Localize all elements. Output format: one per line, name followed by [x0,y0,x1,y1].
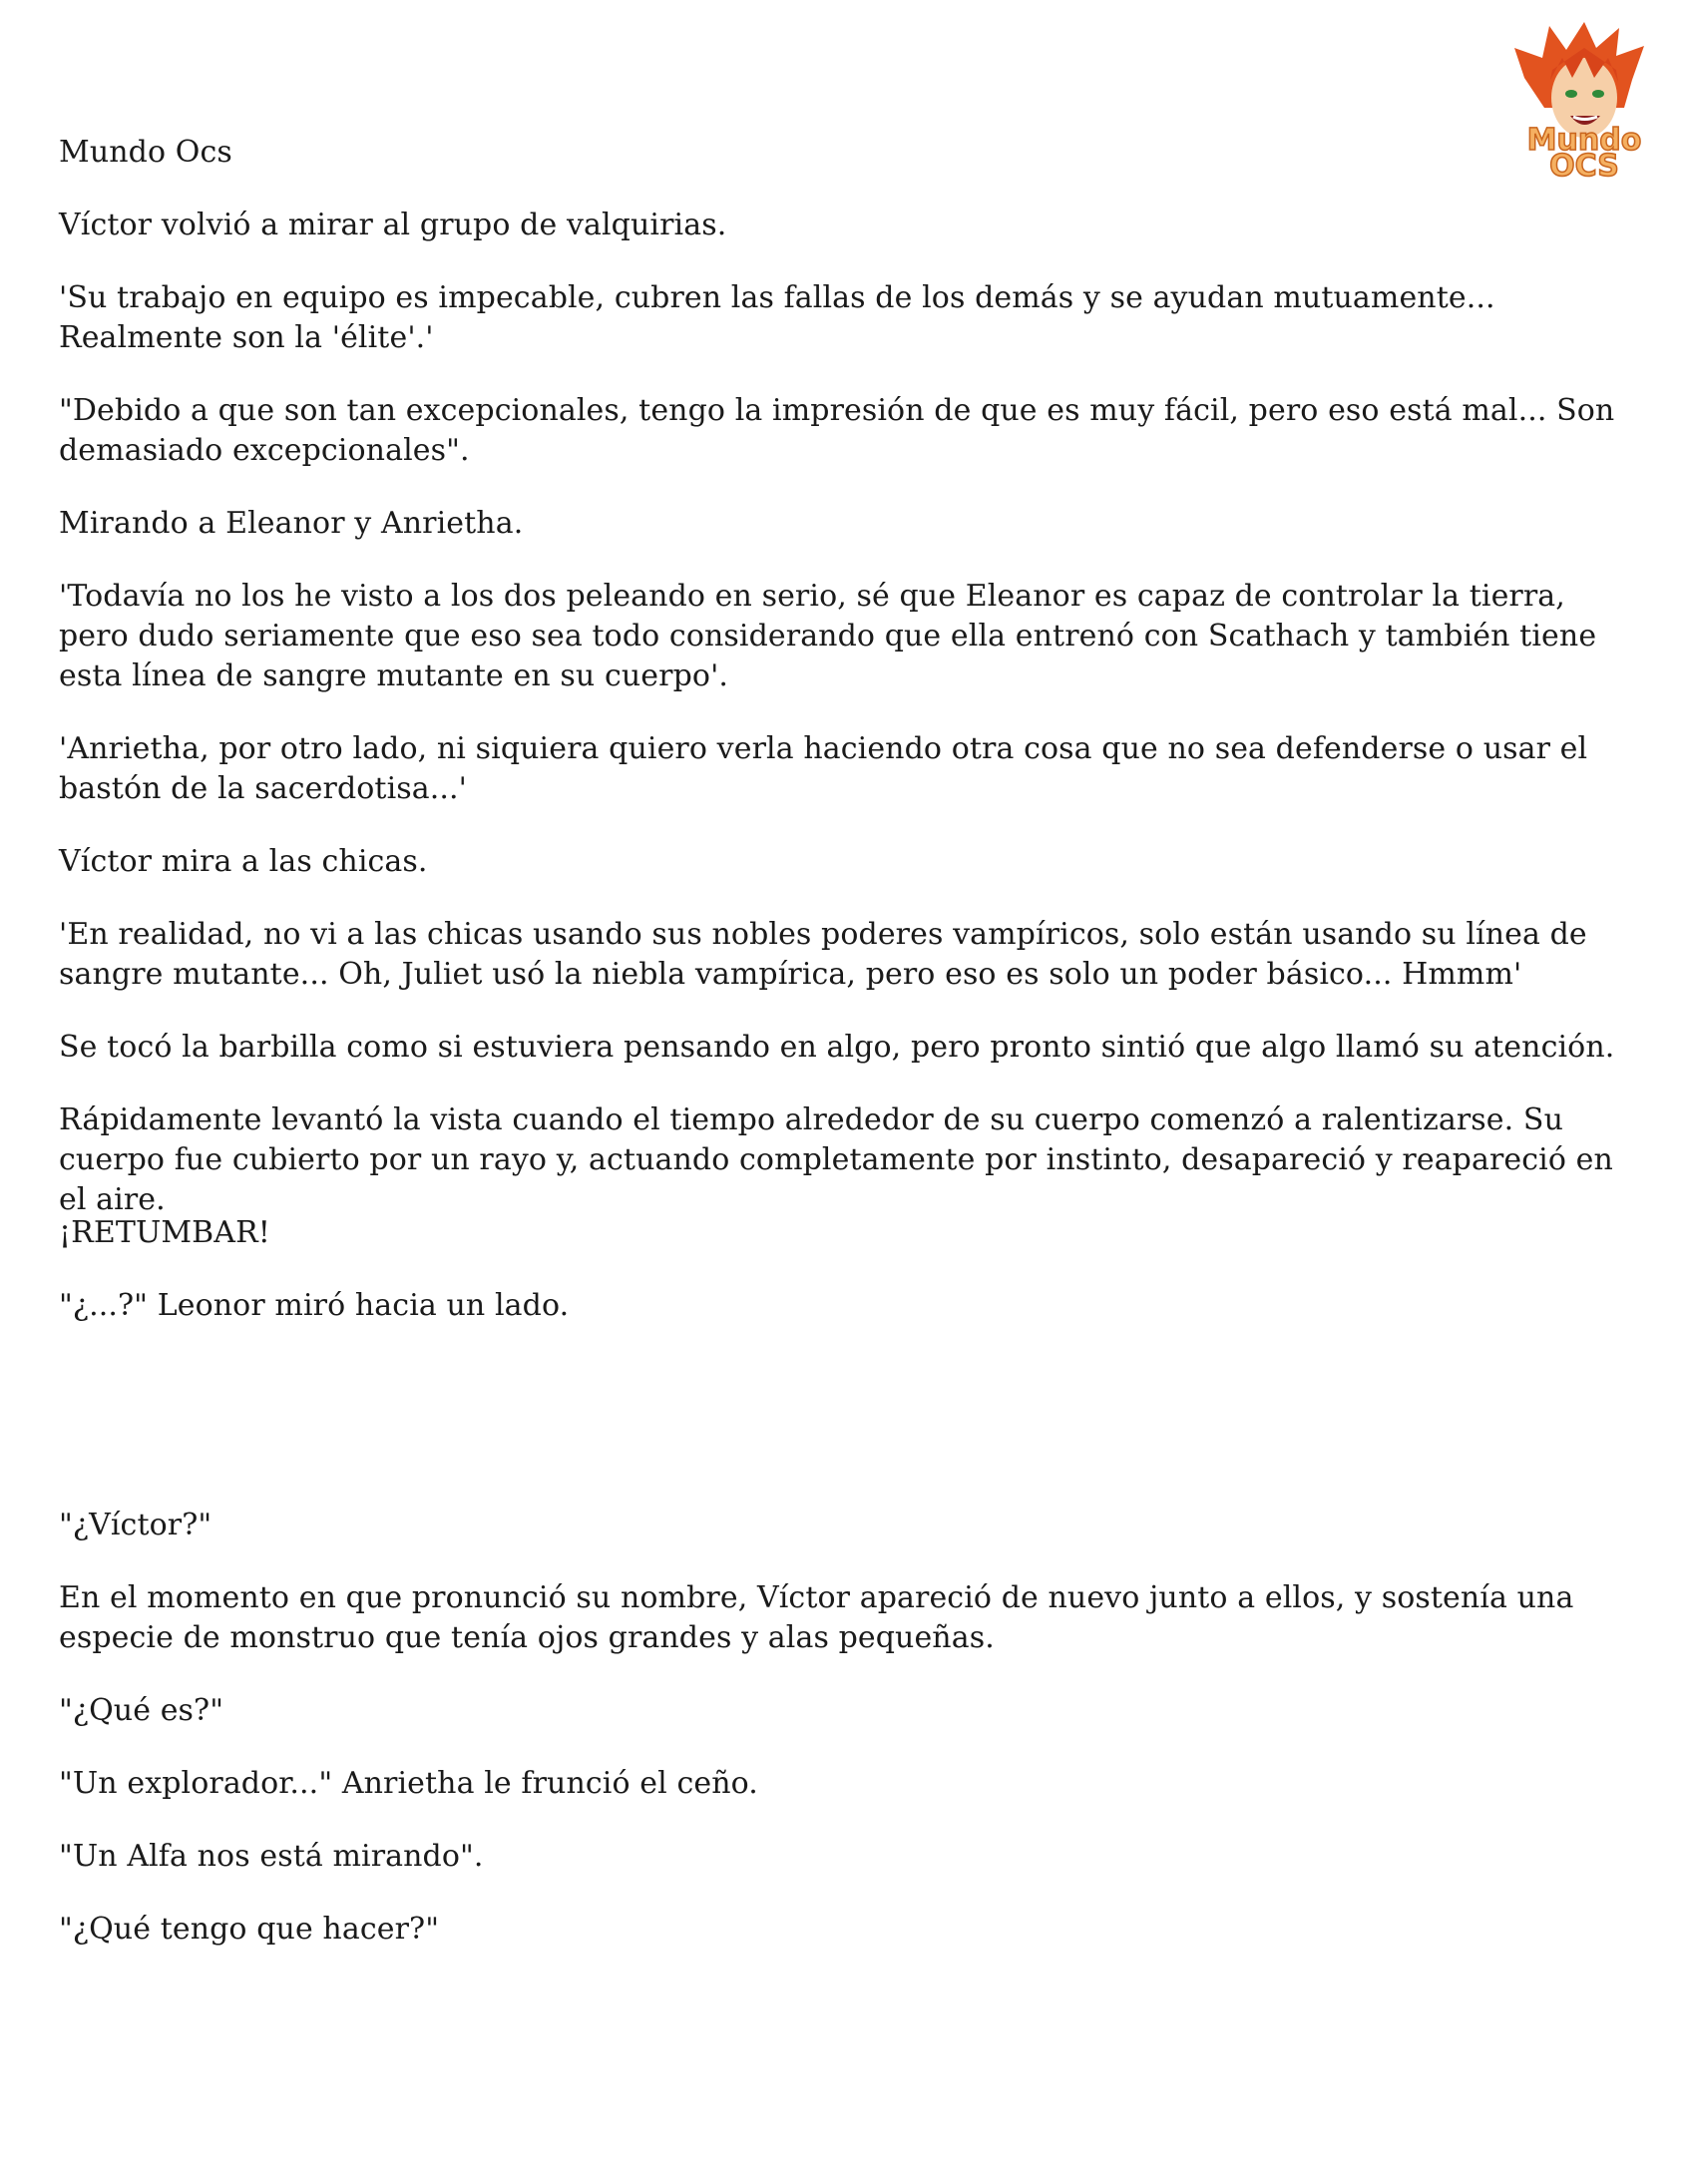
document-header: Mundo Ocs [59,135,232,170]
paragraph: "¿...?" Leonor miró hacia un lado. [59,1288,570,1323]
paragraph: 'En realidad, no vi a las chicas usando sus nobles poderes vampíricos, solo están usando su línea de sangre mutante... Oh, Juliet usó la niebla vampírica, pero eso es solo un poder básico... Hmmm' [59,917,1587,992]
paragraph: Rápidamente levantó la vista cuando el tiempo alrededor de su cuerpo comenzó a ralentizarse. Su cuerpo fue cubierto por un rayo y, actuando completamente por instinto, desapareció y reapareció en el aire. [59,1102,1613,1217]
paragraph: 'Su trabajo en equipo es impecable, cubren las fallas de los demás y se ayudan mutuamente... Realmente son la 'élite'.' [59,280,1495,355]
paragraph: Víctor mira a las chicas. [59,844,428,879]
paragraph: En el momento en que pronunció su nombre, Víctor apareció de nuevo junto a ellos, y sostenía una especie de monstruo que tenía ojos grandes y alas pequeñas. [59,1580,1574,1655]
paragraph: "¿Víctor?" [59,1508,212,1542]
svg-text:OCS: OCS [1549,149,1619,178]
paragraph: 'Todavía no los he visto a los dos peleando en serio, sé que Eleanor es capaz de controlar la tierra, pero dudo seriamente que eso sea todo considerando que ella entrenó con Scathach y también tiene esta línea de sangre mutante en su cuerpo'. [59,579,1597,693]
paragraph: 'Anrietha, por otro lado, ni siquiera quiero verla haciendo otra cosa que no sea defenderse o usar el bastón de la sacerdotisa...' [59,731,1588,806]
paragraph: "¿Qué tengo que hacer?" [59,1912,440,1947]
paragraph: "Un Alfa nos está mirando". [59,1839,484,1874]
paragraph: ¡RETUMBAR! [59,1215,270,1250]
paragraph: "Debido a que son tan excepcionales, tengo la impresión de que es muy fácil, pero eso está mal... Son demasiado excepcionales". [59,393,1615,468]
paragraph: Mirando a Eleanor y Anrietha. [59,506,524,541]
svg-text:Mundo: Mundo [1526,123,1642,158]
paragraph: "¿Qué es?" [59,1693,224,1728]
paragraph: Se tocó la barbilla como si estuviera pensando en algo, pero pronto sintió que algo llamó su atención. [59,1030,1615,1065]
paragraph: "Un explorador..." Anrietha le frunció el ceño. [59,1766,758,1801]
paragraph: Víctor volvió a mirar al grupo de valquirias. [59,208,727,242]
